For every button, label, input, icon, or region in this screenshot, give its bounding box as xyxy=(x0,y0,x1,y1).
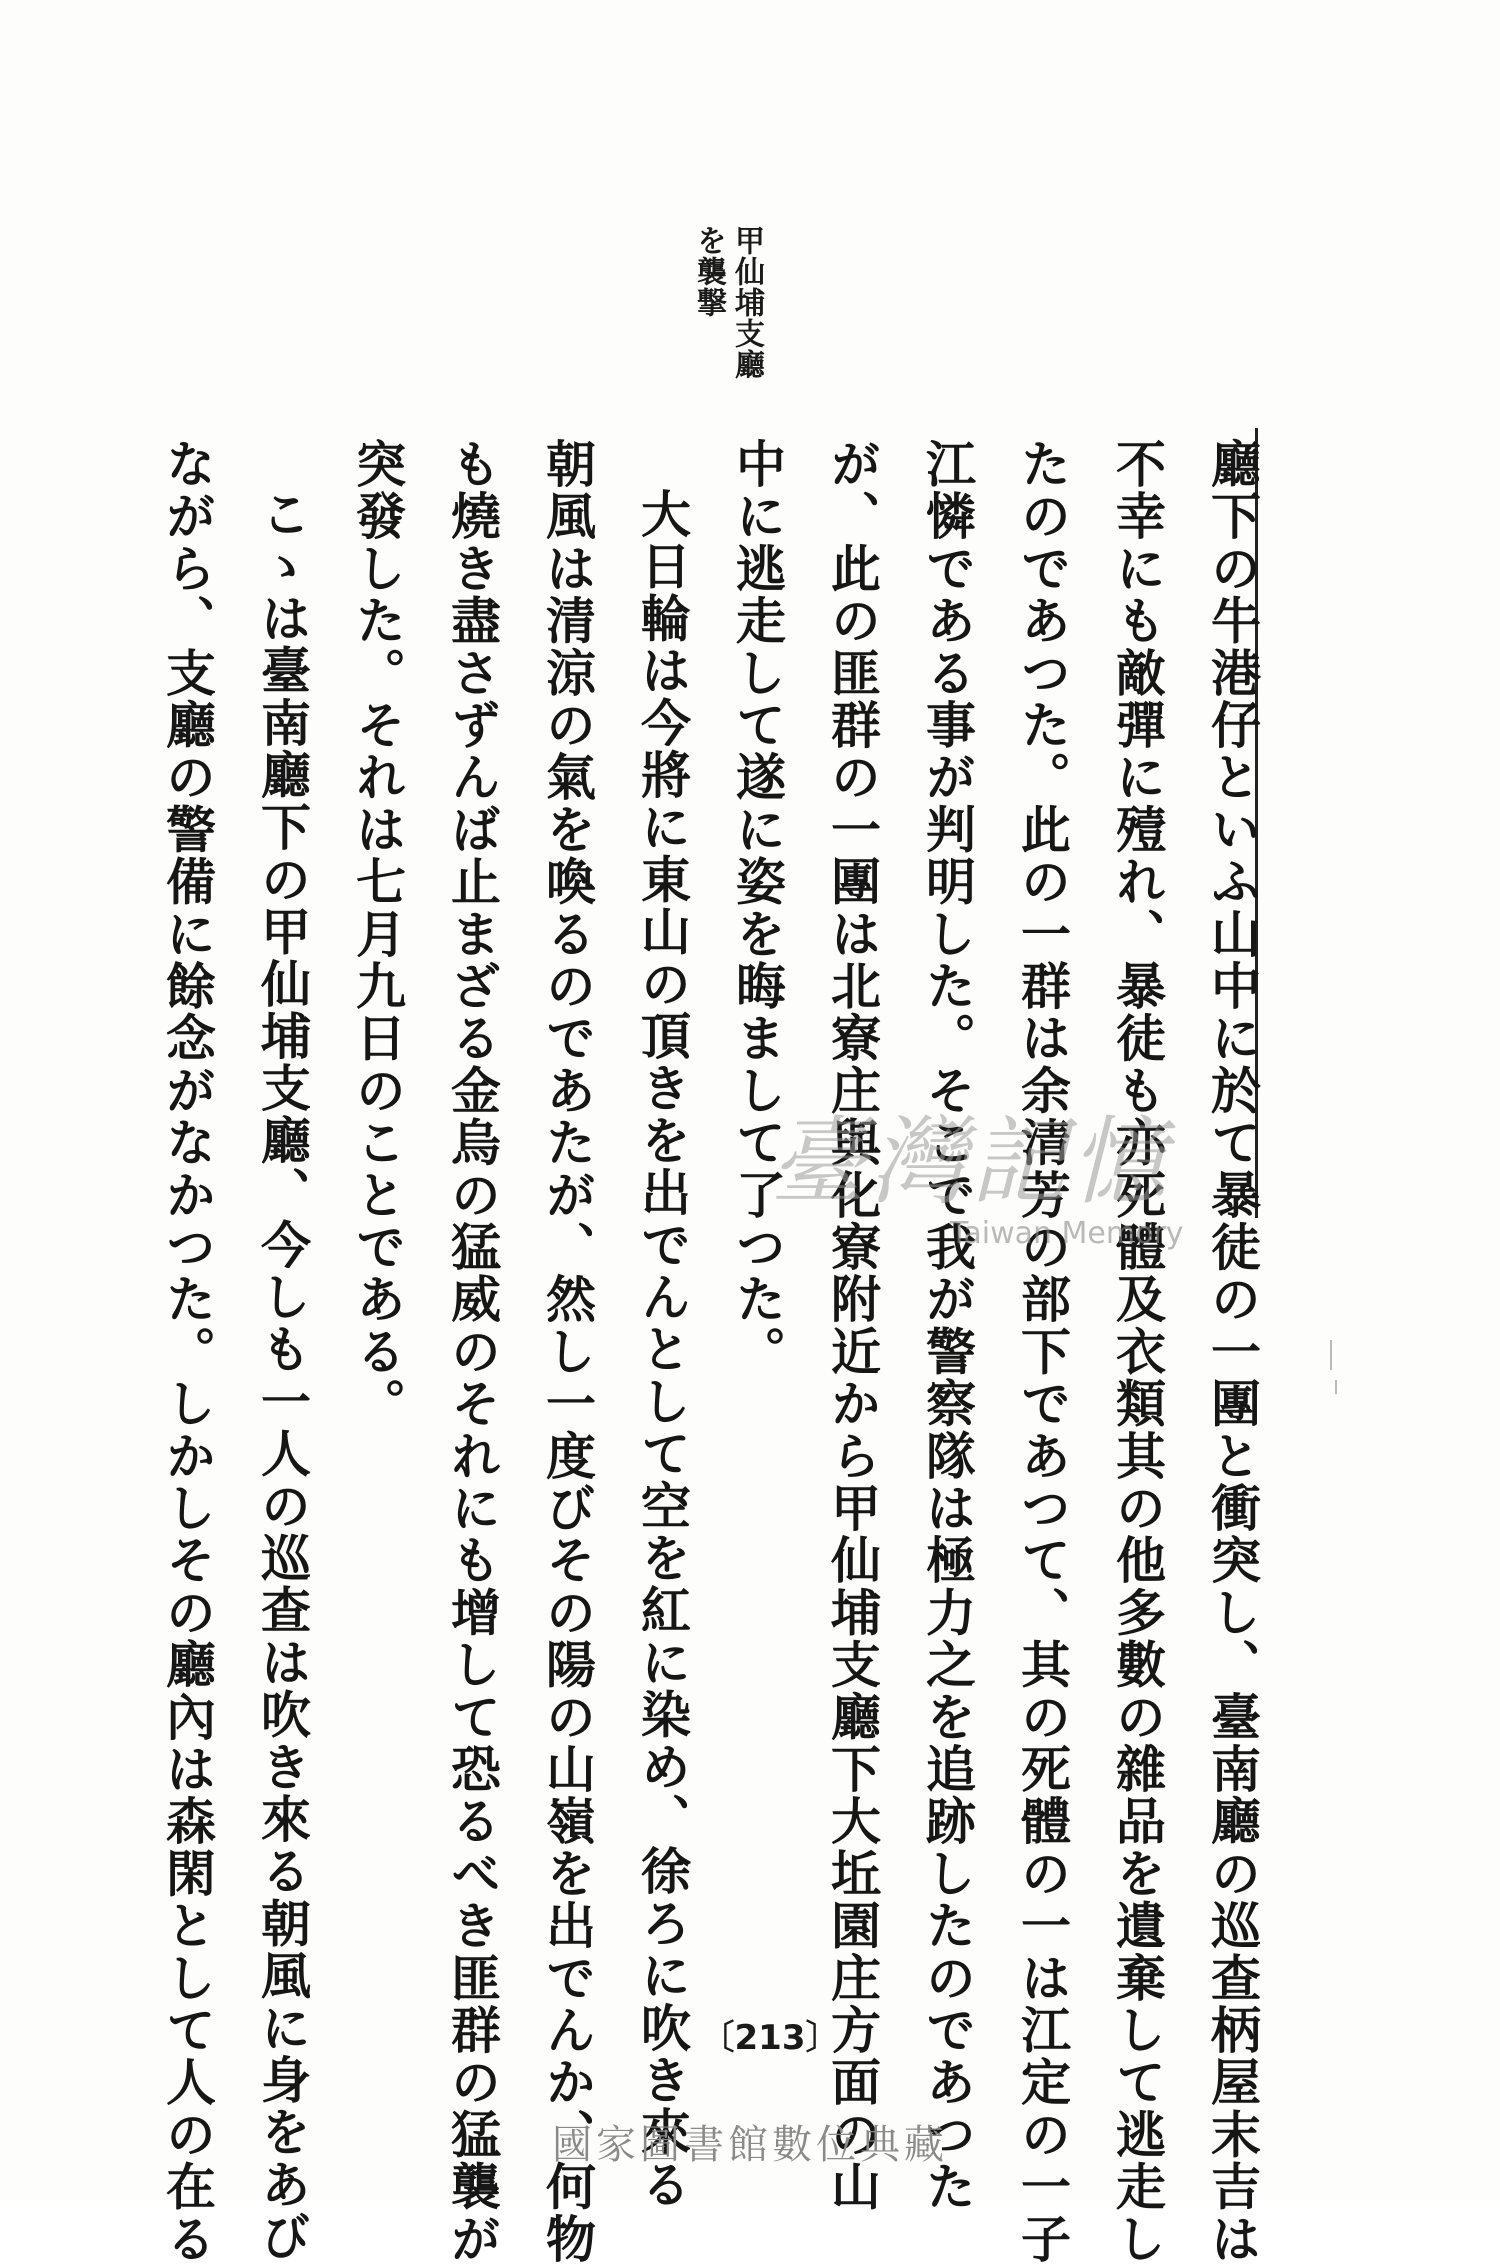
text-column: が、此の匪群の一團は北寮庄與化寮附近から甲仙埔支廳下大坵園庄方面の山 xyxy=(823,438,882,2213)
scan-speck xyxy=(1335,1380,1337,1394)
marginal-heading-line-2: を襲撃 xyxy=(691,225,726,318)
text-column: 中に逃走して遂に姿を晦まして了つた。 xyxy=(728,438,787,1378)
text-column: も燒き盡さずんば止まざる金烏の猛威のそれにも增して恐るべき匪群の猛襲が xyxy=(443,438,502,2265)
watermark-main-text: 臺灣記憶 xyxy=(770,1106,1170,1218)
library-credit: 國家圖書館數位典藏 xyxy=(552,2122,948,2168)
page-number: 〔213〕 xyxy=(700,2018,840,2058)
watermark-sub-text: Taiwan Memory xyxy=(950,1216,1184,1251)
marginal-heading xyxy=(689,225,765,380)
text-column: ながら、支廳の警備に餘念がなかつた。しかしその廳內は森閑として人の在る xyxy=(158,438,217,2265)
marginal-heading-line-1: 甲仙埔支廳 xyxy=(729,225,764,380)
scan-speck xyxy=(1330,1340,1332,1370)
text-column: 廳下の牛港仔といふ山中に於て暴徒の一團と衝突し、臺南廳の巡查柄屋末吉は xyxy=(1203,438,1262,2265)
text-column: こゝは臺南廳下の甲仙埔支廳、今しも一人の巡查は吹き來る朝風に身をあび xyxy=(253,488,312,2263)
text-column: 不幸にも敵彈に殪れ、暴徒も亦死體及衣類其の他多數の雜品を遺棄して逃走し xyxy=(1108,438,1167,2265)
text-column: 突發した。それは七月九日のことである。 xyxy=(348,438,407,1430)
text-column: 江憐である事が判明した。そこで我が警察隊は極力之を追跡したのであつた xyxy=(918,438,977,2213)
text-column: 大日輪は今將に東山の頂きを出でんとして空を紅に染め、徐ろに吹き來る xyxy=(633,488,692,2211)
text-column: 朝風は清涼の氣を喚るのであたが、然し一度びその陽の山嶺を出でんか、何物 xyxy=(538,438,597,2265)
text-column: たのであつた。此の一群は余清芳の部下であつて、其の死體の一は江定の一子 xyxy=(1013,438,1072,2265)
